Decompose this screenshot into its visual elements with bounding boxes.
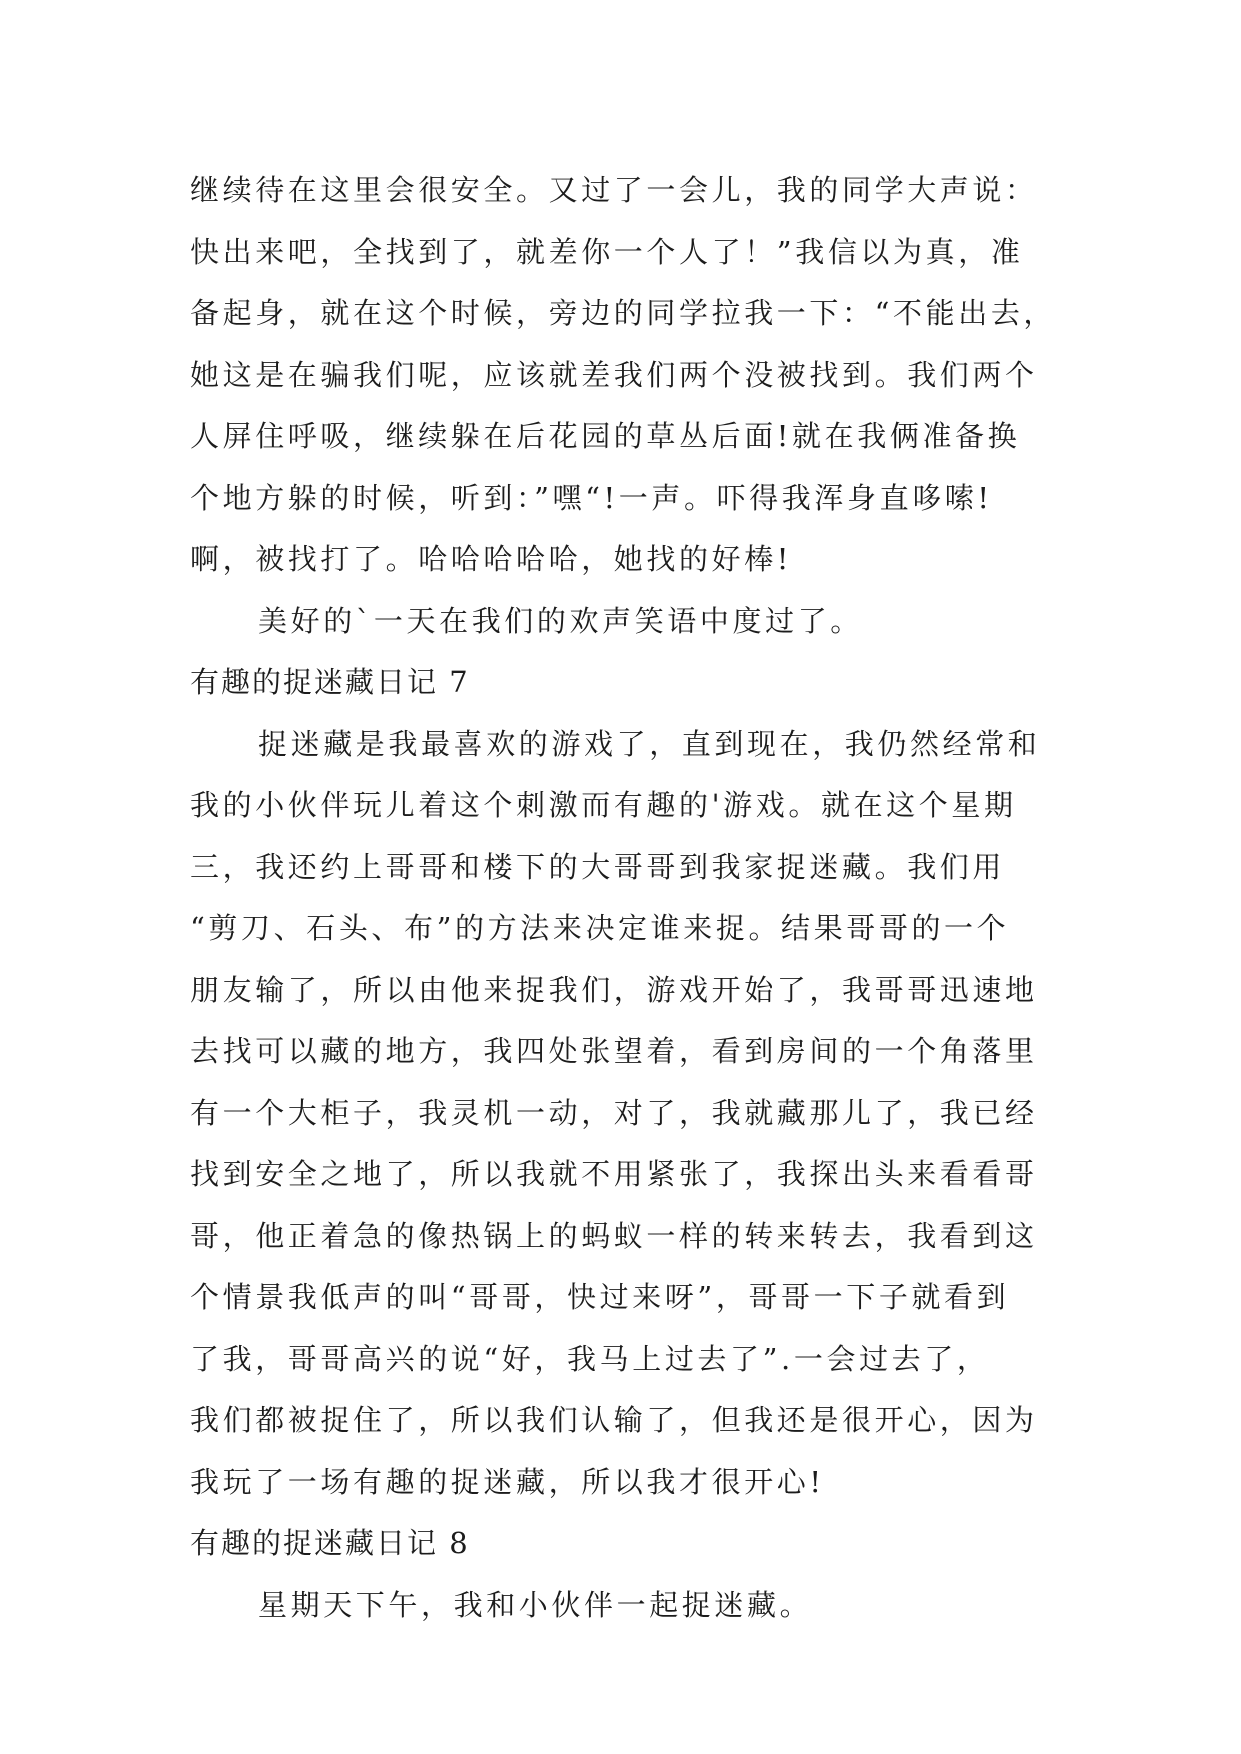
text-line: 继续待在这里会很安全。又过了一会儿，我的同学大声说： bbox=[190, 173, 1038, 207]
text-line: 备起身，就在这个时候，旁边的同学拉我一下：“不能出去， bbox=[190, 296, 1057, 330]
paragraph-text: 美好的`一天在我们的欢声笑语中度过了。 bbox=[258, 603, 863, 638]
section-heading-7: 有趣的捉迷藏日记 7 bbox=[190, 665, 470, 699]
text-line: 捉迷藏是我最喜欢的游戏了，直到现在，我仍然经常和 bbox=[258, 726, 1041, 761]
text-line: 个情景我低声的叫“哥哥，快过来呀”，哥哥一下子就看到 bbox=[190, 1280, 1010, 1314]
text-line: 哥，他正着急的像热锅上的蚂蚁一样的转来转去，我看到这 bbox=[190, 1218, 1038, 1253]
section-heading-8: 有趣的捉迷藏日记 8 bbox=[190, 1526, 470, 1560]
text-line: “剪刀、石头、布”的方法来决定谁来捉。结果哥哥的一个 bbox=[190, 911, 1010, 945]
text-line: 三，我还约上哥哥和楼下的大哥哥到我家捉迷藏。我们用 bbox=[190, 849, 1006, 884]
text-line: 去找可以藏的地方，我四处张望着，看到房间的一个角落里 bbox=[190, 1034, 1038, 1068]
document-body bbox=[190, 160, 1070, 1636]
text-line: 人屏住呼吸，继续躲在后花园的草丛后面!就在我俩准备换 bbox=[190, 419, 1021, 453]
text-line: 我的小伙伴玩儿着这个刺激而有趣的'游戏。就在这个星期 bbox=[190, 788, 1017, 822]
text-line: 啊，被找打了。哈哈哈哈哈，她找的好棒! bbox=[190, 542, 793, 576]
paragraph-text: 星期天下午，我和小伙伴一起捉迷藏。 bbox=[258, 1587, 813, 1622]
text-line: 我玩了一场有趣的捉迷藏，所以我才很开心! bbox=[190, 1464, 825, 1499]
text-line: 有一个大柜子，我灵机一动，对了，我就藏那儿了，我已经 bbox=[190, 1095, 1038, 1130]
text-line: 她这是在骗我们呢，应该就差我们两个没被找到。我们两个 bbox=[190, 357, 1038, 392]
text-line: 了我，哥哥高兴的说“好，我马上过去了”.一会过去了， bbox=[190, 1341, 990, 1376]
text-line: 个地方躲的时候，听到：”嘿“!一声。吓得我浑身直哆嗦! bbox=[190, 480, 993, 515]
text-line: 快出来吧，全找到了，就差你一个人了！”我信以为真，准 bbox=[190, 234, 1024, 269]
text-line: 朋友输了，所以由他来捉我们，游戏开始了，我哥哥迅速地 bbox=[190, 972, 1038, 1007]
text-line: 我们都被捉住了，所以我们认输了，但我还是很开心，因为 bbox=[190, 1403, 1038, 1437]
text-line: 找到安全之地了，所以我就不用紧张了，我探出头来看看哥 bbox=[190, 1157, 1038, 1191]
